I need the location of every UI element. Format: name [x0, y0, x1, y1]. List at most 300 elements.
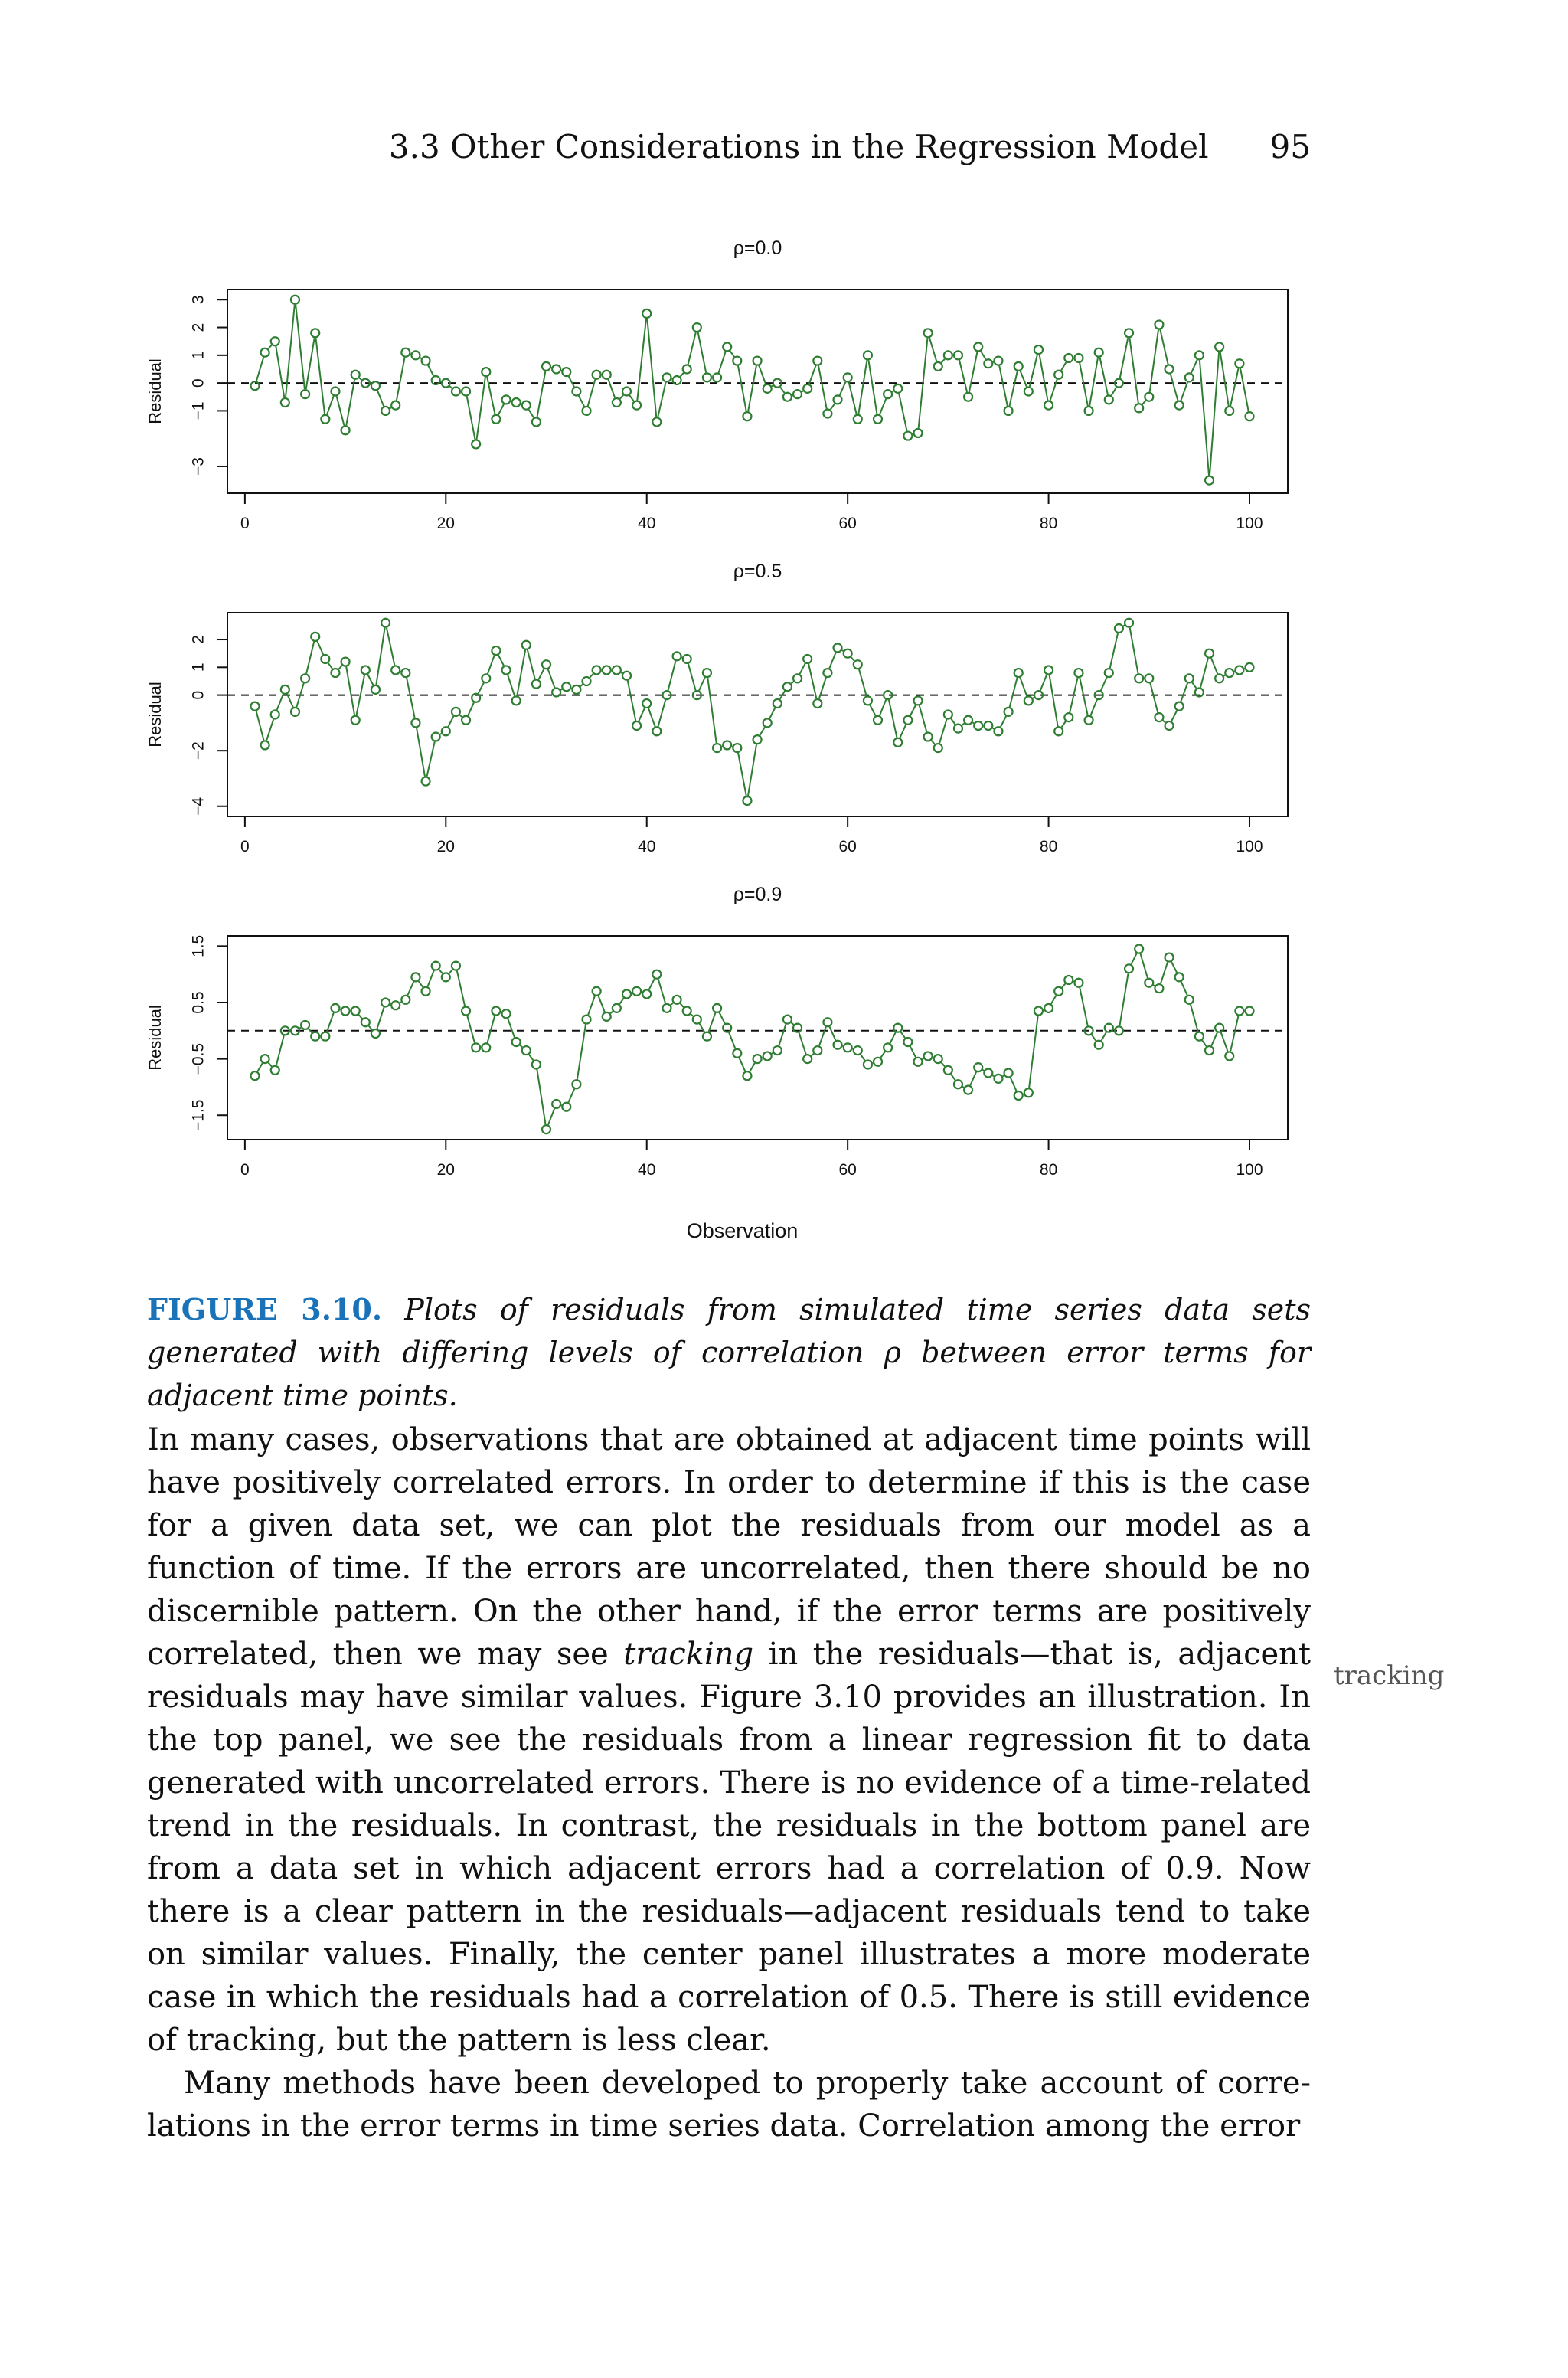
data-point: [331, 1004, 339, 1012]
data-point: [944, 1066, 952, 1075]
series-segment: [812, 1054, 814, 1056]
series-segment: [1230, 1016, 1238, 1051]
data-point: [1145, 393, 1153, 401]
data-point: [622, 989, 631, 998]
data-point: [1205, 476, 1214, 485]
plot-frame: [227, 936, 1288, 1140]
data-point: [542, 362, 550, 371]
data-point: [1024, 696, 1033, 705]
data-point: [934, 744, 942, 752]
x-tick-label: 60: [838, 515, 857, 532]
data-point: [803, 655, 812, 663]
series-segment: [619, 998, 624, 1004]
series-segment: [688, 332, 696, 365]
series-segment: [428, 365, 433, 376]
data-point: [954, 725, 962, 733]
x-tick-label: 60: [838, 838, 857, 855]
data-point: [834, 1041, 842, 1049]
series-segment: [580, 685, 583, 687]
series-segment: [1181, 683, 1187, 702]
series-segment: [390, 407, 391, 408]
data-point: [1125, 329, 1133, 337]
series-segment: [537, 371, 546, 417]
data-point: [944, 351, 952, 359]
series-segment: [1020, 678, 1027, 696]
series-segment: [1030, 355, 1037, 387]
series-segment: [608, 379, 615, 397]
series-segment: [529, 410, 534, 418]
data-point: [381, 619, 390, 627]
data-point: [612, 398, 621, 407]
data-point: [1135, 404, 1143, 412]
data-point: [1155, 320, 1163, 329]
data-point: [703, 669, 711, 677]
data-point: [1225, 669, 1233, 677]
data-point: [351, 716, 360, 725]
data-point: [1044, 1004, 1053, 1012]
data-point: [1105, 395, 1113, 404]
series-segment: [880, 399, 886, 415]
series-segment: [590, 674, 593, 678]
series-segment: [1129, 338, 1138, 403]
data-point: [834, 395, 842, 404]
series-segment: [468, 702, 474, 715]
data-point: [864, 351, 872, 359]
data-point: [482, 674, 490, 682]
data-point: [854, 1046, 862, 1055]
data-point: [974, 1063, 982, 1071]
data-point: [603, 371, 611, 379]
data-point: [903, 716, 912, 725]
series-segment: [457, 970, 465, 1006]
series-segment: [1202, 1040, 1207, 1046]
series-segment: [529, 1055, 534, 1061]
data-point: [562, 1103, 570, 1111]
data-point: [683, 365, 691, 373]
data-point: [652, 970, 661, 979]
data-point: [864, 1060, 872, 1068]
data-point: [1185, 996, 1194, 1004]
data-point: [1024, 388, 1033, 396]
x-tick-label: 80: [1039, 515, 1058, 532]
series-segment: [1010, 371, 1018, 406]
series-segment: [346, 380, 354, 426]
data-point: [1205, 649, 1214, 658]
x-tick-label: 60: [838, 1161, 857, 1179]
data-point: [1175, 702, 1184, 711]
data-point: [974, 342, 982, 351]
data-point: [1044, 666, 1053, 674]
data-point: [934, 362, 942, 371]
series-segment: [387, 628, 394, 666]
data-point: [281, 398, 289, 407]
series-segment: [648, 708, 655, 727]
data-point: [512, 696, 521, 705]
data-point: [1225, 407, 1233, 415]
series-segment: [1120, 338, 1129, 378]
series-segment: [1171, 374, 1178, 401]
data-point: [482, 1043, 490, 1052]
data-point: [793, 674, 802, 682]
series-segment: [610, 1012, 612, 1014]
series-segment: [1210, 352, 1219, 475]
series-segment: [296, 305, 305, 389]
series-segment: [268, 345, 271, 349]
y-axis-label: Residual: [145, 358, 165, 424]
series-segment: [287, 694, 293, 707]
series-segment: [972, 722, 974, 723]
series-segment: [1010, 678, 1018, 707]
series-segment: [328, 663, 333, 669]
data-point: [593, 371, 601, 379]
data-point: [542, 660, 550, 669]
series-segment: [1153, 985, 1155, 986]
y-tick-label: 0: [189, 690, 207, 700]
series-segment: [840, 382, 846, 395]
series-segment: [649, 979, 655, 989]
series-segment: [508, 675, 514, 696]
data-point: [1235, 1007, 1243, 1016]
series-segment: [397, 358, 405, 401]
y-tick-label: −2: [189, 741, 207, 761]
series-segment: [1090, 700, 1096, 716]
data-point: [662, 373, 671, 381]
data-point: [391, 666, 400, 674]
x-tick-label: 100: [1236, 515, 1263, 532]
data-point: [642, 989, 651, 998]
series-segment: [910, 705, 916, 716]
y-axis-label: Residual: [145, 1005, 165, 1071]
series-segment: [306, 338, 315, 389]
series-segment: [407, 982, 413, 996]
series-segment: [315, 338, 325, 414]
data-point: [1105, 669, 1113, 677]
data-point: [442, 727, 450, 735]
data-point: [1034, 1007, 1043, 1016]
data-point: [723, 342, 731, 351]
data-point: [572, 1080, 580, 1088]
series-segment: [629, 395, 634, 401]
data-point: [622, 672, 631, 680]
data-point: [351, 1007, 360, 1016]
data-point: [1004, 1069, 1013, 1078]
paragraph-1-part-b: in the residuals—that is, adjacent residuals may have similar values. Figure 3.10 provides an illustration. In the top panel, we see the residuals from a linear regression fit to data generated with uncorrelated errors. There is no evidence of a time-related trend in the residuals. In contrast, the residuals in the bottom panel are from a data set in which adjacent errors had a correlation of 0.9. Now there is a clear pattern in the residuals—adjacent residuals tend to take on similar values. Finally, the center panel illustrates a more moderate case in which the residuals had a correlation of 0.5. There is still evidence of tracking, but the pattern is less clear.: [147, 1637, 1311, 2058]
series-segment: [517, 650, 525, 696]
data-point: [924, 329, 933, 337]
data-point: [884, 1043, 892, 1052]
data-point: [994, 727, 1002, 735]
series-segment: [719, 352, 726, 373]
data-point: [1085, 716, 1093, 725]
series-segment: [900, 725, 906, 738]
data-point: [864, 696, 872, 705]
data-point: [291, 708, 299, 716]
series-segment: [449, 386, 452, 388]
data-point: [823, 410, 831, 418]
data-point: [743, 1071, 751, 1080]
series-segment: [769, 708, 775, 718]
data-point: [411, 973, 420, 981]
data-point: [1125, 964, 1133, 973]
data-point: [542, 1125, 550, 1133]
data-point: [632, 401, 641, 410]
data-point: [492, 415, 500, 424]
series-segment: [1150, 683, 1158, 712]
series-segment: [759, 365, 766, 384]
series-segment: [1220, 352, 1229, 406]
data-point: [1225, 1052, 1233, 1060]
data-point: [803, 1055, 812, 1063]
series-segment: [1192, 682, 1197, 689]
series-segment: [800, 663, 805, 674]
series-segment: [818, 365, 827, 408]
series-segment: [1123, 625, 1125, 626]
term-tracking: tracking: [623, 1637, 754, 1672]
data-point: [311, 1032, 319, 1041]
data-point: [854, 415, 862, 424]
y-tick-label: 0.5: [189, 991, 207, 1014]
series-segment: [1171, 711, 1177, 721]
data-point: [823, 669, 831, 677]
data-point: [462, 716, 470, 725]
series-segment: [1119, 973, 1128, 1025]
data-point: [371, 1029, 380, 1038]
data-point: [1165, 721, 1174, 730]
series-segment: [268, 1062, 271, 1066]
x-axis-label: Observation: [686, 1219, 799, 1242]
data-point: [1235, 359, 1243, 368]
data-point: [662, 1004, 671, 1012]
series-segment: [1061, 362, 1066, 371]
series-segment: [760, 727, 764, 735]
data-point: [371, 381, 380, 390]
data-point: [472, 1043, 480, 1052]
series-segment: [748, 365, 756, 411]
data-point: [803, 384, 812, 393]
data-point: [1054, 371, 1063, 379]
data-point: [743, 796, 751, 805]
series-segment: [1163, 721, 1165, 723]
data-point: [1095, 348, 1103, 357]
series-segment: [1110, 633, 1118, 668]
x-tick-label: 20: [436, 1161, 455, 1179]
data-point: [813, 699, 822, 708]
residual-plots: [138, 222, 1332, 1256]
data-point: [251, 1071, 260, 1080]
data-point: [1085, 407, 1093, 415]
panel-2: [145, 561, 1288, 855]
series-segment: [791, 1022, 793, 1025]
data-point: [562, 368, 570, 376]
data-point: [341, 1007, 350, 1016]
data-point: [482, 368, 490, 376]
data-point: [874, 415, 882, 424]
data-point: [713, 744, 721, 752]
series-segment: [488, 1016, 495, 1042]
x-tick-label: 80: [1039, 838, 1058, 855]
series-segment: [548, 669, 555, 688]
data-point: [321, 415, 329, 424]
series-segment: [1001, 716, 1006, 727]
data-point: [994, 357, 1002, 365]
series-segment: [276, 1035, 284, 1065]
data-point: [251, 702, 260, 711]
series-segment: [1181, 382, 1187, 401]
data-point: [1205, 1046, 1214, 1055]
data-point: [693, 323, 701, 332]
series-segment: [772, 1053, 773, 1054]
data-point: [311, 329, 319, 337]
data-point: [422, 777, 430, 786]
plot-frame: [227, 613, 1288, 816]
series-segment: [620, 395, 623, 399]
data-point: [783, 682, 792, 691]
series-segment: [698, 332, 707, 373]
data-point: [1246, 663, 1254, 672]
data-point: [341, 658, 350, 666]
data-point: [603, 666, 611, 674]
data-point: [994, 1075, 1002, 1083]
series-segment: [951, 718, 956, 725]
data-point: [1034, 345, 1043, 354]
data-point: [914, 696, 923, 705]
data-point: [331, 388, 339, 396]
series-segment: [1100, 358, 1108, 395]
data-point: [914, 429, 923, 437]
data-point: [331, 669, 339, 677]
series-segment: [923, 1058, 924, 1059]
series-segment: [498, 404, 504, 415]
panel-title: ρ=0.0: [733, 237, 782, 259]
data-point: [291, 296, 299, 304]
data-point: [683, 655, 691, 663]
data-point: [773, 1046, 782, 1055]
data-point: [733, 1049, 741, 1058]
data-point: [903, 1038, 912, 1046]
data-point: [422, 357, 430, 365]
margin-note-tracking: tracking: [1334, 1660, 1445, 1691]
data-point: [763, 1052, 772, 1060]
series-segment: [799, 1032, 806, 1054]
body-text: [147, 1418, 1311, 2147]
series-segment: [1050, 379, 1057, 401]
series-segment: [658, 700, 666, 727]
data-point: [844, 373, 852, 381]
data-point: [1064, 713, 1073, 721]
data-point: [632, 987, 641, 996]
series-segment: [680, 1003, 683, 1007]
series-segment: [639, 708, 645, 721]
series-segment: [851, 657, 854, 661]
y-axis-label: Residual: [145, 682, 165, 747]
data-point: [1175, 973, 1184, 981]
data-point: [321, 1032, 329, 1041]
data-point: [974, 721, 982, 730]
data-point: [1195, 351, 1204, 359]
data-point: [552, 688, 560, 696]
series-segment: [426, 741, 434, 776]
y-tick-label: 1.5: [189, 934, 207, 957]
series-segment: [1101, 677, 1107, 690]
data-point: [361, 666, 370, 674]
data-point: [924, 1052, 933, 1060]
series-segment: [738, 753, 746, 796]
figure-caption: [147, 1288, 1311, 1417]
data-point: [1064, 354, 1073, 362]
series-segment: [942, 1062, 945, 1066]
series-segment: [369, 1026, 372, 1030]
data-point: [632, 721, 641, 730]
data-point: [1165, 365, 1174, 373]
series-segment: [439, 970, 443, 973]
data-point: [462, 1007, 470, 1016]
series-segment: [981, 352, 985, 360]
data-point: [502, 395, 511, 404]
data-point: [572, 388, 580, 396]
series-segment: [858, 360, 867, 414]
data-point: [622, 388, 631, 396]
series-segment: [560, 689, 562, 690]
series-segment: [959, 360, 967, 392]
series-segment: [1221, 1032, 1228, 1052]
data-point: [1014, 362, 1023, 371]
data-point: [411, 718, 420, 727]
data-point: [713, 1004, 721, 1012]
data-point: [703, 373, 711, 381]
data-point: [583, 407, 591, 415]
data-point: [341, 426, 350, 434]
data-point: [452, 962, 460, 970]
data-point: [512, 398, 521, 407]
y-tick-label: 1: [189, 350, 207, 360]
data-point: [924, 733, 933, 741]
series-segment: [276, 346, 284, 397]
data-point: [612, 1004, 621, 1012]
x-tick-label: 80: [1039, 1161, 1058, 1179]
series-segment: [890, 1032, 896, 1043]
series-segment: [892, 391, 893, 392]
y-tick-label: −4: [189, 796, 207, 816]
data-point: [1155, 984, 1163, 993]
series-segment: [416, 728, 425, 776]
series-segment: [299, 1028, 301, 1029]
series-segment: [929, 338, 936, 361]
x-tick-label: 0: [240, 515, 250, 532]
data-point: [823, 1018, 831, 1026]
data-point: [271, 337, 279, 345]
series-segment: [338, 666, 341, 669]
series-segment: [537, 1069, 545, 1124]
data-point: [1175, 401, 1184, 410]
series-segment: [1029, 1016, 1038, 1088]
series-segment: [910, 1046, 916, 1057]
series-segment: [1003, 1075, 1004, 1076]
data-point: [492, 1007, 500, 1016]
series-segment: [709, 1012, 716, 1032]
series-segment: [1040, 355, 1048, 401]
series-segment: [377, 391, 384, 407]
data-point: [432, 962, 440, 970]
section-title: 3.3 Other Considerations in the Regression Model: [388, 128, 1209, 165]
data-point: [1004, 708, 1013, 716]
data-point: [773, 699, 782, 708]
data-point: [593, 666, 601, 674]
series-segment: [479, 683, 484, 694]
data-point: [1095, 1041, 1103, 1049]
series-segment: [899, 394, 906, 431]
y-tick-label: 2: [189, 635, 207, 644]
series-segment: [993, 1075, 995, 1076]
